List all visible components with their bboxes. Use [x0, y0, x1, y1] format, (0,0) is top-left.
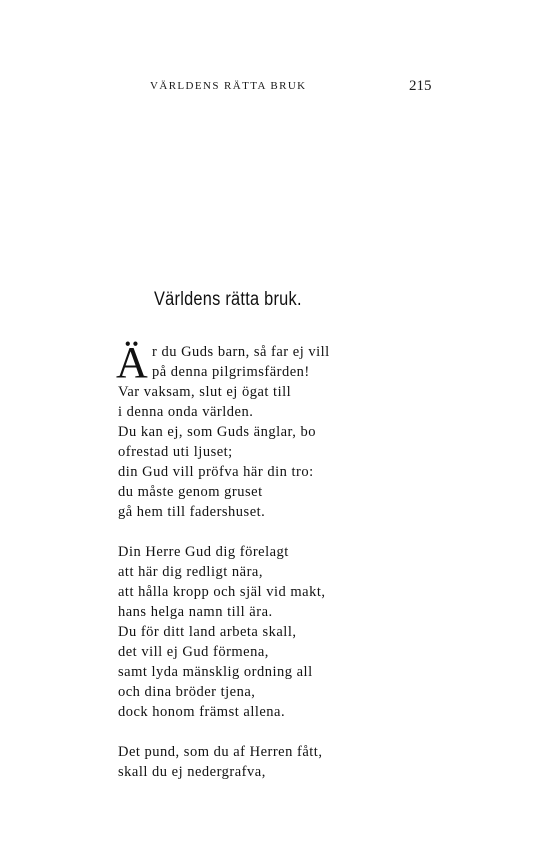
stanza1-line-5: Du kan ej, som Guds änglar, bo: [118, 424, 317, 440]
stanza2-line-4: hans helga namn till ära.: [118, 604, 273, 620]
stanza2-line-5: Du för ditt land arbeta skall,: [118, 624, 297, 640]
page-number: 215: [409, 78, 432, 94]
poem-title: Världens rätta bruk.: [154, 289, 302, 310]
stanza3-line-2: skall du ej nedergrafva,: [118, 764, 266, 780]
stanza2-line-1: Din Herre Gud dig förelagt: [118, 544, 289, 560]
stanza2-line-9: dock honom främst allena.: [118, 704, 286, 720]
stanza1-line-1: r du Guds barn, så far ej vill: [152, 344, 330, 360]
stanza1-line-6: ofrestad uti ljuset;: [118, 444, 233, 460]
stanza2-line-3: att hålla kropp och själ vid makt,: [118, 584, 326, 600]
stanza2-line-8: och dina bröder tjena,: [118, 684, 256, 700]
stanza2-line-7: samt lyda mänsklig ordning all: [118, 664, 313, 680]
stanza2-line-6: det vill ej Gud förmena,: [118, 644, 269, 660]
stanza2-line-2: att här dig redligt nära,: [118, 564, 263, 580]
stanza3-line-1: Det pund, som du af Herren fått,: [118, 744, 323, 760]
drop-cap-letter: Ä: [116, 338, 148, 387]
drop-cap: [116, 337, 148, 387]
stanza1-line-4: i denna onda världen.: [118, 404, 254, 420]
stanza1-line-8: du måste genom gruset: [118, 484, 263, 500]
stanza1-line-9: gå hem till fadershuset.: [118, 504, 266, 520]
stanza1-line-7: din Gud vill pröfva här din tro:: [118, 464, 314, 480]
stanza1-line-3: Var vaksam, slut ej ögat till: [118, 384, 292, 400]
stanza1-line-2: på denna pilgrimsfärden!: [152, 364, 310, 380]
running-head: VÄRLDENS RÄTTA BRUK: [150, 80, 307, 92]
